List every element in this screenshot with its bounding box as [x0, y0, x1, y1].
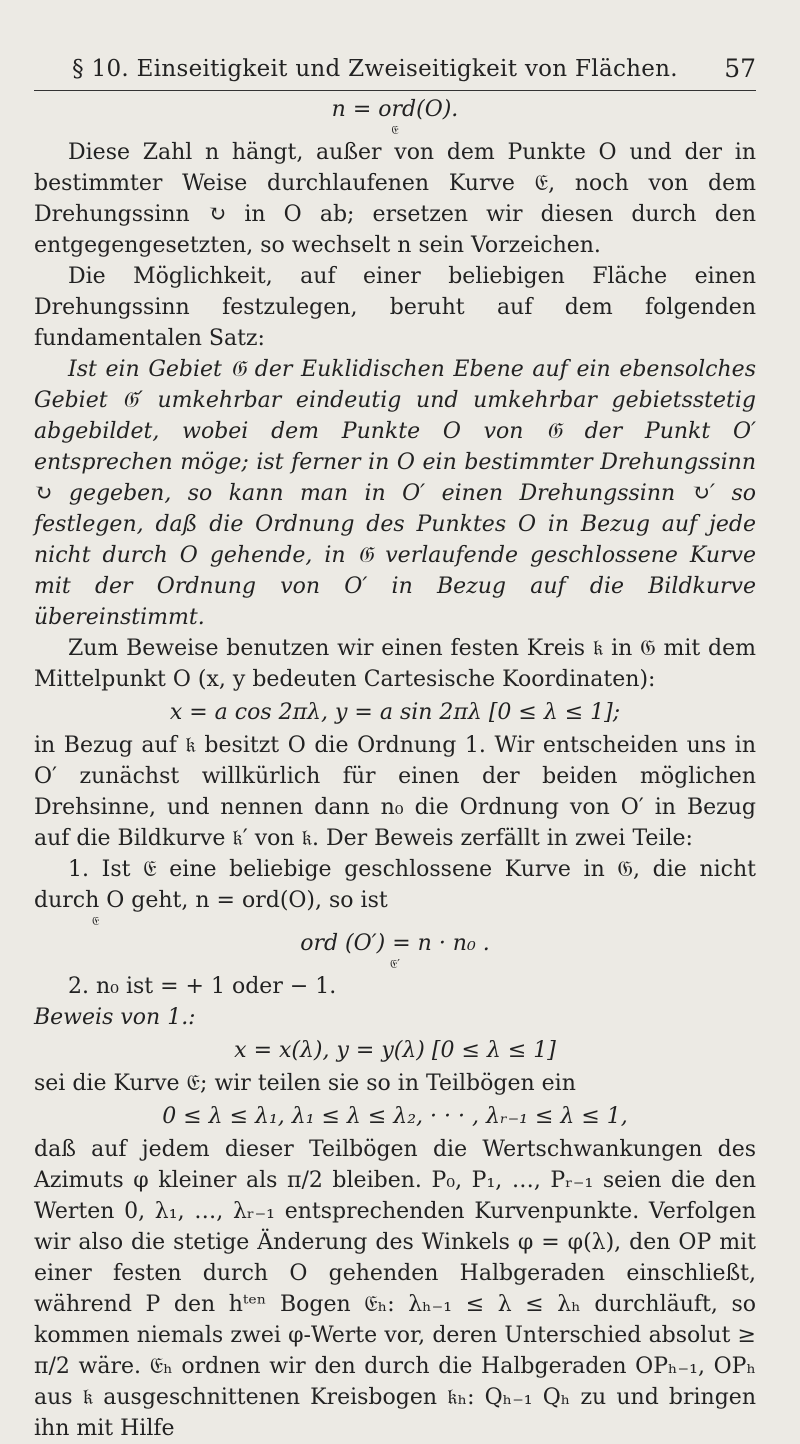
equation-subdivision: 0 ≤ λ ≤ λ₁, λ₁ ≤ λ ≤ λ₂, · · · , λᵣ₋₁ ≤ λ ≤ 1,: [162, 1104, 628, 1129]
paragraph-6-sub: 𝔈: [92, 914, 100, 928]
paragraph-7: 2. n₀ ist = + 1 oder − 1.: [68, 974, 337, 999]
theorem-statement: Ist ein Gebiet 𝔊 der Euklidischen Ebene auf ein ebensolches Gebiet 𝔊′ umkehrbar eindeutig und umkehrbar gebietsstetig abgebildet, wobei dem Punkte O von 𝔊 der Punkt O′ entsprechen möge; ist ferner in O ein bestimmter Drehungssinn ↻ gegeben, so kann man in O′ einen Drehungssinn ↻′ so festlegen, daß die Ordnung des Punktes O in Bezug auf jede nicht durch O gehende, in 𝔊 verlaufende geschlossene Kurve mit der Ordnung von O′ in Bezug auf die Bildkurve übereinstimmt.: [34, 357, 756, 630]
equation-curve: x = x(λ), y = y(λ) [0 ≤ λ ≤ 1]: [234, 1038, 556, 1063]
paragraph-5: in Bezug auf 𝔨 besitzt O die Ordnung 1. Wir entscheiden uns in O′ zunächst willkürlich für einen der beiden möglichen Drehsinne, und nennen dann n₀ die Ordnung von O′ in Bezug auf die Bildkurve 𝔨′ von 𝔨. Der Beweis zerfällt in zwei Teile:: [34, 733, 756, 851]
equation-ord: [34, 94, 756, 135]
paragraph-4: Zum Beweise benutzen wir einen festen Kreis 𝔨 in 𝔊 mit dem Mittelpunkt O (x, y bedeuten Cartesische Koordinaten):: [34, 636, 756, 692]
running-header: [34, 50, 756, 91]
equation-circle: x = a cos 2πλ, y = a sin 2πλ [0 ≤ λ ≤ 1];: [169, 700, 621, 725]
proof-heading: Beweis von 1.:: [34, 1005, 196, 1030]
paragraph-9: sei die Kurve 𝔈; wir teilen sie so in Teilbögen ein: [34, 1071, 576, 1096]
paragraph-1: Diese Zahl n hängt, außer von dem Punkte O und der in bestimmter Weise durchlaufenen Kurve 𝔈, noch von dem Drehungssinn ↻ in O ab; ersetzen wir diesen durch den entgegengesetzten, so wechselt n sein Vorzeichen.: [34, 140, 756, 258]
equation-ord-prime: [34, 928, 756, 969]
paragraph-2: Die Möglichkeit, auf einer beliebigen Fläche einen Drehungssinn festzulegen, beruht auf dem folgenden fundamentalen Satz:: [34, 264, 756, 351]
header-title: § 10. Einseitigkeit und Zweiseitigkeit von Flächen.: [72, 56, 678, 82]
equation-ord-prime-sub: 𝔈′: [389, 957, 401, 971]
page-body: [34, 92, 756, 1444]
page-number: 57: [724, 54, 756, 83]
equation-ord-sub: 𝔈: [391, 123, 399, 137]
equation-ord-prime-main: ord (O′) = n · n₀ .: [300, 931, 490, 956]
equation-ord-main: n = ord(O).: [331, 97, 459, 122]
paragraph-6: 1. Ist 𝔈 eine beliebige geschlossene Kurve in 𝔊, die nicht durch O geht, n = ord(O), so ist: [34, 857, 756, 913]
paragraph-10: daß auf jedem dieser Teilbögen die Wertschwankungen des Azimuts φ kleiner als π/2 bleiben. P₀, P₁, …, Pᵣ₋₁ seien die den Werten 0, λ₁, …, λᵣ₋₁ entsprechenden Kurvenpunkte. Verfolgen wir also die stetige Änderung des Winkels φ = φ(λ), den OP mit einer festen durch O gehenden Halbgeraden einschließt, während P den hᵗᵉⁿ Bogen 𝔈ₕ: λₕ₋₁ ≤ λ ≤ λₕ durchläuft, so kommen niemals zwei φ-Werte vor, deren Unterschied absolut ≥ π/2 wäre. 𝔈ₕ ordnen wir den durch die Halbgeraden OPₕ₋₁, OPₕ aus 𝔨 ausgeschnittenen Kreisbogen 𝔨ₕ: Qₕ₋₁ Qₕ zu und bringen ihn mit Hilfe: [34, 1137, 756, 1441]
